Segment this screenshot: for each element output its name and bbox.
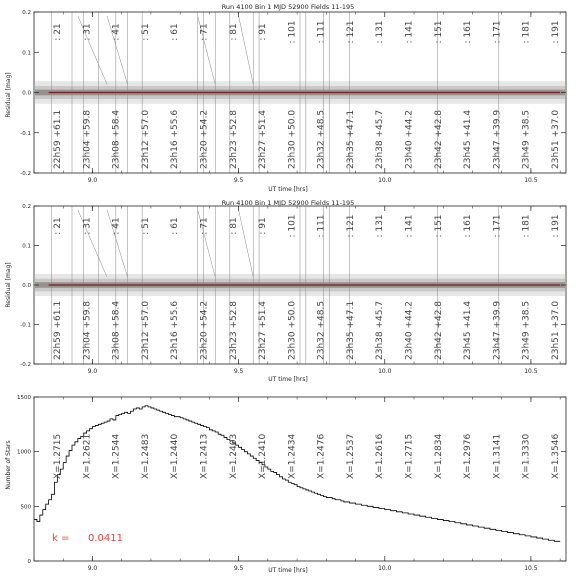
y-tick-label: 0.0 <box>22 283 31 289</box>
y-tick-label: -0.1 <box>20 322 31 329</box>
field-coordinate-label: 23h16 +55.6 <box>170 109 181 169</box>
histogram-bin <box>449 522 452 561</box>
histogram-bin <box>157 410 160 561</box>
histogram-bin <box>455 523 458 561</box>
histogram-bin <box>221 435 224 561</box>
field-coordinate-label: 23h49 +38.5 <box>521 109 532 169</box>
histogram-bin <box>224 437 227 561</box>
airmass-label: X=1.2410 <box>258 433 269 479</box>
airmass-label: X=1.2715 <box>53 433 63 479</box>
histogram-bin <box>326 498 329 561</box>
histogram-bin <box>303 489 306 561</box>
field-coordinate-label: 23h08 +58.4 <box>111 300 122 360</box>
field-coordinate-label: 23h23 +52.8 <box>228 300 239 360</box>
y-tick-label: 500 <box>20 504 31 511</box>
histogram-bin <box>502 531 505 561</box>
histogram-bin <box>385 510 388 561</box>
field-coordinate-label: 23h04 +59.8 <box>82 109 93 169</box>
histogram-bin <box>218 434 221 561</box>
field-number-label: : 151 <box>433 20 444 44</box>
field-number-label: : 91 <box>258 217 269 235</box>
histogram-bin <box>508 533 511 561</box>
histogram-bin <box>347 502 350 561</box>
histogram-bin <box>478 527 481 561</box>
histogram-bin <box>294 484 297 561</box>
histogram-bin <box>443 521 446 561</box>
histogram-bin <box>391 511 394 561</box>
histogram-bin <box>350 503 353 561</box>
y-tick-label: -0.1 <box>20 130 31 137</box>
histogram-bin <box>382 509 385 561</box>
x-tick-label: 10.5 <box>524 177 538 184</box>
airmass-label: X=1.2483 <box>140 433 151 479</box>
histogram-bin <box>364 505 367 561</box>
histogram-bin <box>139 409 142 561</box>
field-number-label: : 111 <box>316 20 327 44</box>
histogram-bin <box>40 515 43 561</box>
histogram-bin <box>285 480 288 561</box>
x-tick-label: 9.5 <box>233 368 244 375</box>
histogram-bin <box>277 475 280 561</box>
field-number-label: : 101 <box>287 20 298 44</box>
airmass-label: X=1.2476 <box>316 433 327 479</box>
histogram-bin <box>402 513 405 561</box>
histogram-bin <box>388 510 391 561</box>
histogram-bin <box>98 424 101 561</box>
histogram-bin <box>513 534 516 561</box>
field-number-label: : 81 <box>228 217 239 235</box>
histogram-bin <box>499 530 502 561</box>
histogram-bin <box>519 535 522 561</box>
y-axis-label: Residual [mag] <box>5 262 12 308</box>
histogram-bin <box>396 512 399 561</box>
histogram-bin <box>192 422 195 561</box>
y-tick-label: 0 <box>27 559 31 565</box>
histogram-bin <box>37 522 40 561</box>
histogram-bin <box>46 504 49 561</box>
histogram-bin <box>332 499 335 561</box>
histogram-bin <box>458 523 461 561</box>
histogram-bin <box>543 539 546 561</box>
histogram-bin <box>461 524 464 561</box>
histogram-bin <box>373 507 376 561</box>
histogram-bin <box>209 430 212 561</box>
field-number-label: : 161 <box>463 20 474 44</box>
histogram-bin <box>34 519 37 561</box>
histogram-bin <box>309 491 312 561</box>
histogram-bin <box>133 409 136 561</box>
field-number-label: : 121 <box>345 20 356 44</box>
y-tick-label: 0.2 <box>22 204 31 210</box>
histogram-bin <box>291 483 294 561</box>
x-axis-label: UT time [hrs] <box>268 376 308 383</box>
histogram-bin <box>128 413 131 561</box>
panel-title: Run 4100 Bin 1 MJD 52900 Fields 11-195 <box>221 3 355 11</box>
histogram-bin <box>531 537 534 561</box>
histogram-bin <box>280 477 283 561</box>
histogram-bin <box>183 419 186 561</box>
histogram-bin <box>367 506 370 561</box>
airmass-label: X=1.2621 <box>82 433 93 479</box>
x-tick-label: 9.0 <box>87 368 98 375</box>
x-tick-label: 10.5 <box>524 565 538 572</box>
histogram-bin <box>440 519 443 561</box>
field-number-label: : 71 <box>199 217 210 235</box>
histogram-bin <box>414 515 417 561</box>
airmass-label: X=1.3141 <box>492 433 503 479</box>
histogram-bin <box>320 495 323 561</box>
histogram-bin <box>145 406 148 561</box>
field-coordinate-label: 23h51 +37.0 <box>551 109 561 169</box>
histogram-bin <box>130 411 133 561</box>
field-number-label: : 31 <box>82 23 93 41</box>
y-tick-label: 0.0 <box>22 90 31 97</box>
airmass-label: X=1.2537 <box>345 433 356 479</box>
histogram-bin <box>271 471 274 561</box>
histogram-bin <box>353 503 356 561</box>
field-number-label: : 121 <box>345 214 356 238</box>
histogram-bin <box>125 412 128 561</box>
histogram-bin <box>60 469 63 561</box>
histogram-bin <box>554 541 557 561</box>
field-number-label: : 21 <box>53 217 63 235</box>
histogram-bin <box>265 467 268 561</box>
histogram-bin <box>475 526 478 561</box>
airmass-label: X=1.2403 <box>228 433 239 479</box>
histogram-bin <box>411 514 414 561</box>
histogram-bin <box>239 447 242 561</box>
field-number-label: : 141 <box>404 214 415 238</box>
histogram-bin <box>537 538 540 561</box>
histogram-bin <box>540 538 543 561</box>
histogram-bin <box>437 519 440 561</box>
field-number-label: : 31 <box>82 217 93 235</box>
histogram-bin <box>434 518 437 561</box>
histogram-bin <box>510 533 513 561</box>
x-axis-label: UT time [hrs] <box>268 567 308 574</box>
field-coordinate-label: 23h16 +55.6 <box>170 300 181 360</box>
histogram-bin <box>180 418 183 561</box>
histogram-bin <box>426 517 429 561</box>
histogram-bin <box>49 500 52 561</box>
field-coordinate-label: 22h59 +61.1 <box>53 109 63 169</box>
field-number-label: : 171 <box>492 214 503 238</box>
y-tick-label: 1000 <box>17 449 31 456</box>
histogram-bin <box>63 463 66 561</box>
histogram-bin <box>417 515 420 561</box>
histogram-bin <box>534 537 537 561</box>
airmass-label: X=1.2544 <box>111 433 122 479</box>
histogram-bin <box>274 472 277 561</box>
histogram-bin <box>212 431 215 561</box>
histogram-bin <box>505 531 508 561</box>
histogram-bin <box>356 504 359 561</box>
histogram-bin <box>189 421 192 561</box>
histogram-bin <box>323 496 326 561</box>
field-number-label: : 61 <box>170 217 181 235</box>
histogram-bin <box>470 525 473 561</box>
histogram-bin <box>72 445 75 561</box>
histogram-bin <box>300 488 303 561</box>
histogram-bin <box>496 530 499 561</box>
histogram-bin <box>101 423 104 561</box>
field-coordinate-label: 23h42 +42.8 <box>433 300 444 360</box>
histogram-bin <box>282 479 285 561</box>
histogram-bin <box>376 507 379 561</box>
histogram-bin <box>95 425 98 561</box>
x-tick-label: 10.0 <box>378 368 392 375</box>
histogram-bin <box>318 494 321 561</box>
y-tick-label: 0.2 <box>22 10 31 16</box>
field-coordinate-label: 23h40 +44.2 <box>404 300 415 360</box>
histogram-bin <box>247 454 250 561</box>
histogram-bin <box>487 528 490 561</box>
y-tick-label: 1500 <box>17 395 31 401</box>
histogram-bin <box>160 411 163 561</box>
field-number-label: : 161 <box>463 214 474 238</box>
x-tick-label: 10.5 <box>524 368 538 375</box>
field-coordinate-label: 23h27 +51.4 <box>258 109 269 169</box>
histogram-bin <box>528 536 531 561</box>
field-number-label: : 41 <box>111 23 122 41</box>
histogram-bin <box>370 506 373 561</box>
histogram-bin <box>244 452 247 561</box>
field-number-label: : 141 <box>404 20 415 44</box>
histogram-bin <box>136 408 139 561</box>
field-coordinate-label: 22h59 +61.1 <box>53 300 63 360</box>
field-coordinate-label: 23h38 +45.7 <box>375 300 386 360</box>
field-coordinate-label: 23h23 +52.8 <box>228 109 239 169</box>
histogram-bin <box>490 529 493 561</box>
airmass-label: X=1.2616 <box>375 433 386 479</box>
histogram-bin <box>379 509 382 561</box>
field-coordinate-label: 23h08 +58.4 <box>111 109 122 169</box>
field-number-label: : 191 <box>551 214 561 238</box>
histogram-bin <box>154 409 157 561</box>
panel-title: Run 4100 Bin 1 MJD 52900 Fields 11-195 <box>221 199 355 207</box>
histogram-bin <box>358 504 361 561</box>
histogram-bin <box>69 451 72 561</box>
histogram-bin <box>361 505 364 561</box>
field-coordinate-label: 23h12 +57.0 <box>140 109 151 169</box>
histogram-bin <box>423 516 426 561</box>
field-coordinate-label: 23h12 +57.0 <box>140 300 151 360</box>
histogram-bin <box>242 449 245 561</box>
histogram-bin <box>557 541 560 561</box>
histogram-bin <box>338 500 341 561</box>
field-coordinate-label: 23h32 +48.5 <box>316 109 327 169</box>
histogram-bin <box>253 458 256 561</box>
histogram-bin <box>75 442 78 561</box>
histogram-bin <box>335 500 338 561</box>
histogram-bin <box>268 469 271 561</box>
field-coordinate-label: 23h49 +38.5 <box>521 300 532 360</box>
histogram-bin <box>163 412 166 561</box>
airmass-label: X=1.3546 <box>551 433 561 479</box>
field-coordinate-label: 23h04 +59.8 <box>82 300 93 360</box>
histogram-bin <box>432 518 435 561</box>
field-coordinate-label: 23h47 +39.9 <box>492 300 503 360</box>
histogram-bin <box>551 540 554 561</box>
histogram-bin <box>122 413 125 561</box>
x-axis-label: UT time [hrs] <box>268 186 308 193</box>
field-coordinate-label: 23h51 +37.0 <box>551 300 561 360</box>
field-number-label: : 131 <box>375 20 386 44</box>
histogram-bin <box>306 490 309 561</box>
airmass-label: X=1.2976 <box>463 433 474 479</box>
field-number-label: : 111 <box>316 214 327 238</box>
histogram-bin <box>92 427 95 561</box>
histogram-bin <box>493 529 496 561</box>
histogram-bin <box>472 526 475 561</box>
histogram-bin <box>43 510 46 561</box>
field-coordinate-label: 23h38 +45.7 <box>375 109 386 169</box>
x-tick-label: 9.0 <box>87 565 98 572</box>
histogram-bin <box>408 514 411 561</box>
histogram-bin <box>464 524 467 561</box>
histogram-bin <box>399 512 402 561</box>
histogram-bin <box>522 535 525 561</box>
histogram-bin <box>250 456 253 561</box>
y-tick-label: 0.1 <box>22 50 31 57</box>
y-axis-label: Number of Stars <box>5 440 12 490</box>
x-tick-label: 9.5 <box>233 565 244 572</box>
histogram-bin <box>525 536 528 561</box>
field-number-label: : 191 <box>551 20 561 44</box>
x-tick-label: 10.0 <box>378 565 392 572</box>
airmass-label: X=1.2434 <box>287 433 298 479</box>
histogram-bin <box>481 527 484 561</box>
field-coordinate-label: 23h35 +47.1 <box>345 300 356 360</box>
airmass-label: X=1.2440 <box>170 433 181 479</box>
field-number-label: : 21 <box>53 23 63 41</box>
histogram-bin <box>546 539 549 561</box>
field-coordinate-label: 23h30 +50.0 <box>287 109 298 169</box>
airmass-label: X=1.2715 <box>404 433 415 479</box>
histogram-bin <box>57 475 60 561</box>
histogram-bin <box>52 494 55 561</box>
histogram-bin <box>54 482 57 561</box>
field-coordinate-label: 23h45 +41.4 <box>463 109 474 169</box>
histogram-bin <box>548 540 551 561</box>
x-tick-label: 9.0 <box>87 177 98 184</box>
field-number-label: : 51 <box>140 23 151 41</box>
histogram-bin <box>452 522 455 561</box>
histogram-bin <box>78 439 81 561</box>
histogram-bin <box>66 456 69 561</box>
y-tick-label: -0.2 <box>20 171 31 177</box>
airmass-label: X=1.2413 <box>199 433 210 479</box>
histogram-bin <box>344 502 347 561</box>
histogram-bin <box>215 432 218 561</box>
histogram-bin <box>312 492 315 561</box>
field-coordinate-label: 23h45 +41.4 <box>463 300 474 360</box>
histogram-bin <box>484 528 487 561</box>
histogram-bin <box>329 498 332 561</box>
y-tick-label: -0.2 <box>20 362 31 368</box>
field-coordinate-label: 23h20 +54.2 <box>199 300 210 360</box>
field-coordinate-label: 23h30 +50.0 <box>287 300 298 360</box>
airmass-label: X=1.2834 <box>433 433 444 479</box>
histogram-bin <box>104 422 107 561</box>
field-coordinate-label: 23h40 +44.2 <box>404 109 415 169</box>
field-number-label: : 151 <box>433 214 444 238</box>
histogram-bin <box>405 513 408 561</box>
field-coordinate-label: 23h35 +47.1 <box>345 109 356 169</box>
histogram-bin <box>315 493 318 561</box>
field-number-label: : 101 <box>287 214 298 238</box>
histogram-bin <box>446 521 449 561</box>
histogram-bin <box>394 511 397 561</box>
field-number-label: : 131 <box>375 214 386 238</box>
x-tick-label: 10.0 <box>378 177 392 184</box>
field-number-label: : 171 <box>492 20 503 44</box>
field-number-label: : 181 <box>521 214 532 238</box>
field-number-label: : 81 <box>228 23 239 41</box>
histogram-bin <box>288 482 291 561</box>
histogram-bin <box>195 423 198 561</box>
field-coordinate-label: 23h47 +39.9 <box>492 109 503 169</box>
histogram-bin <box>516 534 519 561</box>
histogram-bin <box>151 408 154 561</box>
field-coordinate-label: 23h20 +54.2 <box>199 109 210 169</box>
histogram-bin <box>429 517 432 561</box>
histogram-bin <box>107 421 110 561</box>
histogram-bin <box>297 487 300 561</box>
histogram-bin <box>420 516 423 561</box>
field-number-label: : 181 <box>521 20 532 44</box>
histogram-bin <box>142 407 145 561</box>
x-tick-label: 9.5 <box>233 177 244 184</box>
field-coordinate-label: 23h32 +48.5 <box>316 300 327 360</box>
histogram-bin <box>148 407 151 561</box>
y-axis-label: Residual [mag] <box>5 72 12 118</box>
field-number-label: : 51 <box>140 217 151 235</box>
histogram-bin <box>341 501 344 561</box>
airmass-label: X=1.3330 <box>521 433 532 479</box>
histogram-bin <box>467 525 470 561</box>
histogram-bin <box>166 413 169 561</box>
field-number-label: : 61 <box>170 23 181 41</box>
histogram-bin <box>186 420 189 561</box>
field-coordinate-label: 23h27 +51.4 <box>258 300 269 360</box>
field-number-label: : 41 <box>111 217 122 235</box>
field-number-label: : 71 <box>199 23 210 41</box>
field-number-label: : 91 <box>258 23 269 41</box>
y-tick-label: 0.1 <box>22 243 31 250</box>
field-coordinate-label: 23h42 +42.8 <box>433 109 444 169</box>
